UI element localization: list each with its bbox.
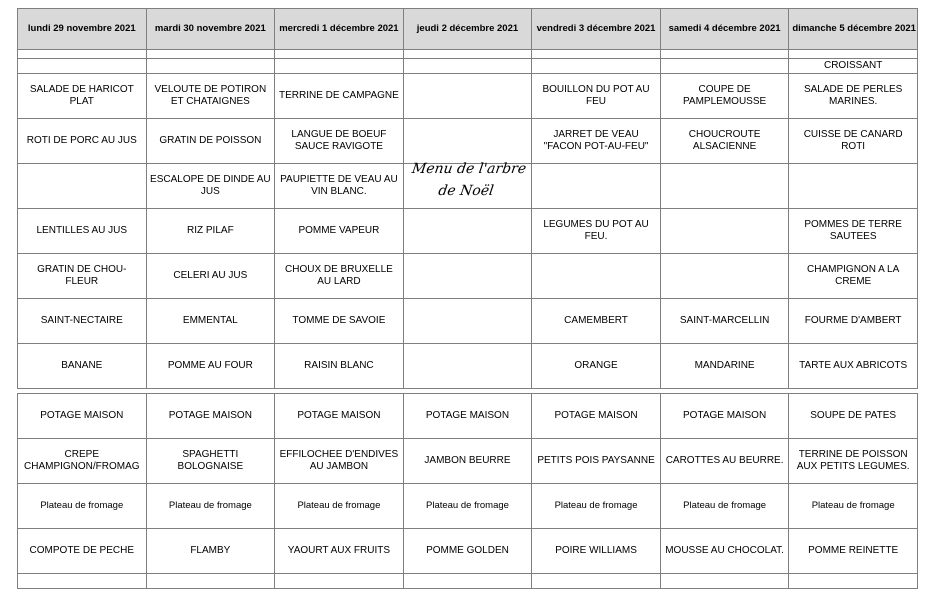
- menu-cell: [532, 254, 661, 299]
- menu-cell: YAOURT AUX FRUITS: [275, 529, 404, 574]
- menu-cell: BOUILLON DU POT AU FEU: [532, 74, 661, 119]
- menu-cell: ORANGE: [532, 344, 661, 389]
- menu-cell: GRATIN DE POISSON: [146, 119, 275, 164]
- menu-cell: Plateau de fromage: [532, 484, 661, 529]
- menu-cell: POTAGE MAISON: [18, 394, 147, 439]
- menu-cell: PAUPIETTE DE VEAU AU VIN BLANC.: [275, 164, 404, 209]
- menu-cell: COMPOTE DE PECHE: [18, 529, 147, 574]
- menu-cell: TOMME DE SAVOIE: [275, 299, 404, 344]
- menu-cell: [532, 164, 661, 209]
- menu-cell: TARTE AUX ABRICOTS: [789, 344, 918, 389]
- menu-cell: SAINT-NECTAIRE: [18, 299, 147, 344]
- day-header: lundi 29 novembre 2021: [18, 9, 147, 50]
- menu-row: [18, 59, 918, 74]
- day-header: jeudi 2 décembre 2021: [403, 9, 532, 50]
- menu-cell: CELERI AU JUS: [146, 254, 275, 299]
- menu-cell: EFFILOCHEE D'ENDIVES AU JAMBON: [275, 439, 404, 484]
- menu-cell: [275, 59, 404, 74]
- menu-cell: POMME REINETTE: [789, 529, 918, 574]
- menu-cell: [660, 254, 789, 299]
- menu-cell: POMME VAPEUR: [275, 209, 404, 254]
- menu-cell: POTAGE MAISON: [403, 394, 532, 439]
- menu-cell: POMME AU FOUR: [146, 344, 275, 389]
- note-line: de Noël: [437, 183, 495, 199]
- menu-cell: GRATIN DE CHOU-FLEUR: [18, 254, 147, 299]
- menu-row: [18, 439, 918, 484]
- menu-cell: Plateau de fromage: [146, 484, 275, 529]
- menu-cell: BANANE: [18, 344, 147, 389]
- menu-cell: TERRINE DE POISSON AUX PETITS LEGUMES.: [789, 439, 918, 484]
- header-row: [18, 9, 918, 50]
- menu-cell: CROISSANT: [789, 59, 918, 74]
- menu-cell: CHOUX DE BRUXELLE AU LARD: [275, 254, 404, 299]
- menu-cell: [403, 119, 532, 164]
- day-header: samedi 4 décembre 2021: [660, 9, 789, 50]
- menu-cell: Plateau de fromage: [403, 484, 532, 529]
- menu-cell: SALADE DE HARICOT PLAT: [18, 74, 147, 119]
- menu-row: [18, 394, 918, 439]
- menu-cell: POIRE WILLIAMS: [532, 529, 661, 574]
- menu-cell: POTAGE MAISON: [275, 394, 404, 439]
- menu-cell: CHOUCROUTE ALSACIENNE: [660, 119, 789, 164]
- dinner-menu-table: [17, 393, 918, 589]
- day-header: dimanche 5 décembre 2021: [789, 9, 918, 50]
- menu-cell: COUPE DE PAMPLEMOUSSE: [660, 74, 789, 119]
- menu-cell: PETITS POIS PAYSANNE: [532, 439, 661, 484]
- menu-cell: SOUPE DE PATES: [789, 394, 918, 439]
- menu-row: [18, 529, 918, 574]
- menu-cell: [660, 59, 789, 74]
- menu-cell: RIZ PILAF: [146, 209, 275, 254]
- spacer-row: [18, 50, 918, 59]
- menu-cell: [789, 164, 918, 209]
- menu-cell: VELOUTE DE POTIRON ET CHATAIGNES: [146, 74, 275, 119]
- menu-cell: MANDARINE: [660, 344, 789, 389]
- menu-cell: [660, 209, 789, 254]
- menu-cell: POTAGE MAISON: [146, 394, 275, 439]
- menu-cell: [403, 299, 532, 344]
- menu-cell: CAROTTES AU BEURRE.: [660, 439, 789, 484]
- menu-row: [18, 74, 918, 119]
- menu-cell: CREPE CHAMPIGNON/FROMAG: [18, 439, 147, 484]
- day-header: mercredi 1 décembre 2021: [275, 9, 404, 50]
- note-line: Menu de l'arbre: [410, 161, 528, 177]
- menu-cell: CUISSE DE CANARD ROTI: [789, 119, 918, 164]
- menu-cell: [403, 344, 532, 389]
- menu-row: [18, 344, 918, 389]
- menu-row: [18, 299, 918, 344]
- menu-cell: [403, 59, 532, 74]
- menu-cell: LANGUE DE BOEUF SAUCE RAVIGOTE: [275, 119, 404, 164]
- menu-cell: LENTILLES AU JUS: [18, 209, 147, 254]
- menu-cell: [532, 59, 661, 74]
- menu-cell: SALADE DE PERLES MARINES.: [789, 74, 918, 119]
- menu-cell: Plateau de fromage: [18, 484, 147, 529]
- menu-cell: POTAGE MAISON: [532, 394, 661, 439]
- menu-cell: CHAMPIGNON A LA CREME: [789, 254, 918, 299]
- menu-cell: SPAGHETTI BOLOGNAISE: [146, 439, 275, 484]
- menu-cell: CAMEMBERT: [532, 299, 661, 344]
- menu-cell: POMMES DE TERRE SAUTEES: [789, 209, 918, 254]
- menu-cell: TERRINE DE CAMPAGNE: [275, 74, 404, 119]
- menu-cell: FOURME D'AMBERT: [789, 299, 918, 344]
- christmas-tree-menu-note: [402, 158, 533, 202]
- menu-cell: FLAMBY: [146, 529, 275, 574]
- menu-row: [18, 484, 918, 529]
- menu-cell: [18, 164, 147, 209]
- menu-cell: POMME GOLDEN: [403, 529, 532, 574]
- menu-cell: POTAGE MAISON: [660, 394, 789, 439]
- menu-cell: [403, 254, 532, 299]
- menu-cell: Plateau de fromage: [660, 484, 789, 529]
- menu-row: [18, 119, 918, 164]
- menu-cell: JARRET DE VEAU "FACON POT-AU-FEU": [532, 119, 661, 164]
- menu-cell: EMMENTAL: [146, 299, 275, 344]
- menu-cell: Plateau de fromage: [789, 484, 918, 529]
- menu-cell: [403, 209, 532, 254]
- spacer-row: [18, 574, 918, 589]
- menu-row: [18, 254, 918, 299]
- menu-cell: RAISIN BLANC: [275, 344, 404, 389]
- menu-cell: MOUSSE AU CHOCOLAT.: [660, 529, 789, 574]
- menu-cell: LEGUMES DU POT AU FEU.: [532, 209, 661, 254]
- menu-cell: [18, 59, 147, 74]
- menu-row: [18, 209, 918, 254]
- menu-cell: ESCALOPE DE DINDE AU JUS: [146, 164, 275, 209]
- menu-cell: JAMBON BEURRE: [403, 439, 532, 484]
- day-header: vendredi 3 décembre 2021: [532, 9, 661, 50]
- day-header: mardi 30 novembre 2021: [146, 9, 275, 50]
- menu-cell: SAINT-MARCELLIN: [660, 299, 789, 344]
- menu-cell: ROTI DE PORC AU JUS: [18, 119, 147, 164]
- menu-cell: [403, 74, 532, 119]
- menu-cell: Plateau de fromage: [275, 484, 404, 529]
- menu-cell: [660, 164, 789, 209]
- menu-cell: [146, 59, 275, 74]
